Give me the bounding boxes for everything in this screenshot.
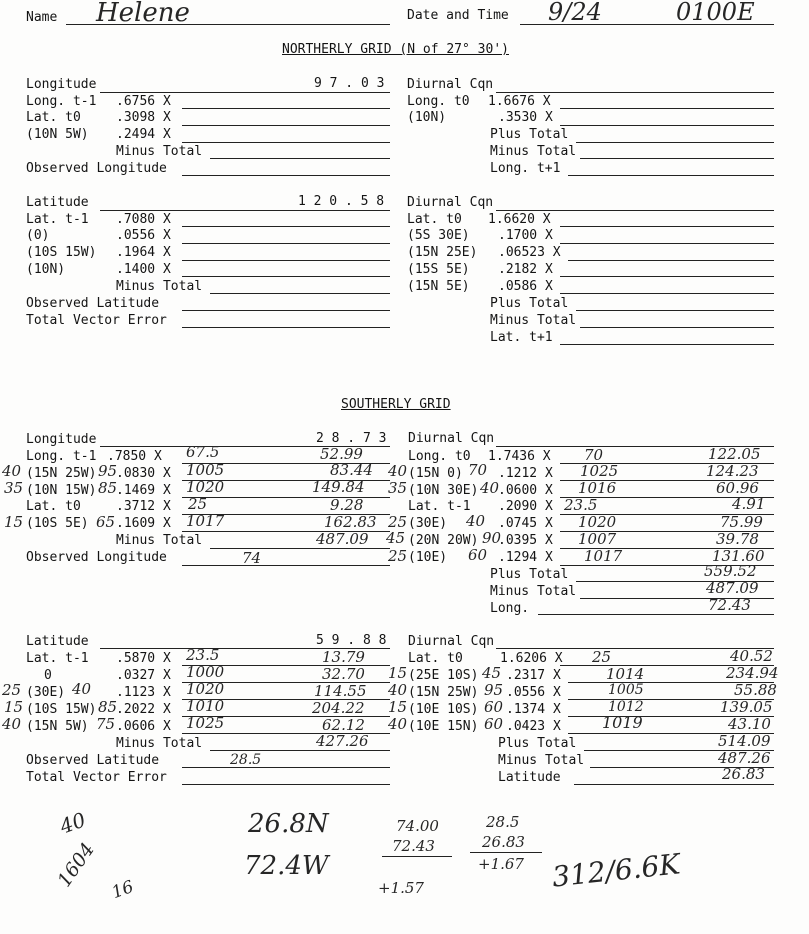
s-lon-row-pre2: 95 xyxy=(98,462,118,480)
s-lon-row-hw2[interactable]: 52.99 xyxy=(320,445,363,463)
s-lat-row-pre: 25 xyxy=(2,681,22,699)
s-lon-row-hw1[interactable]: 1005 xyxy=(186,461,225,479)
note-corner-a: 40 xyxy=(56,807,89,839)
n-lat-diurnal-next: Lat. t+1 xyxy=(490,330,553,345)
s-lon-observed: Observed Longitude xyxy=(26,550,167,565)
s-lat-row-hw1[interactable]: 1020 xyxy=(186,680,225,698)
s-lat-diurnal-header: Diurnal Cqn xyxy=(408,634,495,649)
s-lat-diurnal-row-coef: .2317 X xyxy=(506,668,561,683)
n-lat-row-label: (10S 15W) xyxy=(26,245,97,260)
s-lat-row-hw1[interactable]: 1000 xyxy=(186,663,225,681)
n-lat-diurnal-header: Diurnal Cqn xyxy=(407,195,494,210)
n-lat-diurnal-row-coef: .06523 X xyxy=(498,245,561,260)
s-lat-observed-line[interactable] xyxy=(182,767,390,768)
s-lat-diurnal-row-pre2: 45 xyxy=(482,664,502,682)
s-lat-row-label: (10S 15W) xyxy=(26,702,97,717)
s-lon-diurnal-row-pre2: 70 xyxy=(468,461,488,479)
n-lat-diurnal-plus-total-line[interactable] xyxy=(576,310,774,311)
s-lat-diurnal-row-hw2[interactable]: 139.05 xyxy=(720,698,773,716)
s-lon-diurnal-row-hw1[interactable]: 1017 xyxy=(584,547,623,565)
s-lat-header: Latitude xyxy=(26,634,89,649)
s-lat-minus-total-line[interactable] xyxy=(210,750,390,751)
s-lat-observed: Observed Latitude xyxy=(26,753,160,768)
s-lat-diurnal-row-pre: 15 xyxy=(388,698,408,716)
s-lat-diurnal-row-coef: .1374 X xyxy=(506,702,561,717)
s-lat-diurnal-row-coef: 1.6206 X xyxy=(500,651,563,666)
s-lon-row-label: Long. t-1 xyxy=(26,449,97,464)
s-lat-diurnal-next-hw[interactable]: 26.83 xyxy=(722,765,765,783)
note-corner-b: 1604 xyxy=(53,838,100,892)
s-lon-diurnal-row-pre2: 60 xyxy=(468,546,488,564)
s-lon-observed-line[interactable] xyxy=(182,565,390,566)
n-lat-row-line[interactable] xyxy=(182,260,390,261)
s-lat-row-hw2[interactable]: 62.12 xyxy=(322,716,365,734)
n-lon-diurnal-header-line xyxy=(496,92,774,93)
note-calc-a-rule xyxy=(382,856,452,857)
note-calc-b-mid: 26.83 xyxy=(482,833,525,851)
s-lon-diurnal-row-hw2[interactable]: 122.05 xyxy=(708,445,761,463)
s-lon-diurnal-row-label: (10N 30E) xyxy=(408,483,479,498)
n-lat-observed-line[interactable] xyxy=(182,310,390,311)
s-lon-diurnal-row-hw2[interactable]: 60.96 xyxy=(716,479,759,497)
s-lat-diurnal-row-pre2: 60 xyxy=(484,715,504,733)
name-label: Name xyxy=(26,10,58,25)
s-lat-row-label: (15N 5W) xyxy=(26,719,89,734)
s-lat-diurnal-plus-total-hw[interactable]: 514.09 xyxy=(718,732,771,750)
s-lon-minus-total: Minus Total xyxy=(116,533,203,548)
s-lat-diurnal-row-hw1[interactable]: 1005 xyxy=(608,682,644,698)
s-lon-diurnal-row-pre2: 40 xyxy=(466,512,486,530)
s-lon-diurnal-row-label: (15N 0) xyxy=(408,466,463,481)
s-lon-diurnal-row-coef: .0600 X xyxy=(498,483,553,498)
n-lat-diurnal-plus-total: Plus Total xyxy=(490,296,569,311)
s-lon-row-hw2[interactable]: 162.83 xyxy=(324,513,377,531)
s-lon-diurnal-next-line[interactable] xyxy=(538,614,774,615)
s-lat-diurnal-row-label: (10E 10S) xyxy=(408,702,479,717)
s-lon-diurnal-row-hw2[interactable]: 39.78 xyxy=(716,530,759,548)
s-lon-diurnal-row-label: Lat. t-1 xyxy=(408,499,471,514)
n-lon-header: Longitude xyxy=(26,77,97,92)
s-lat-tve-line[interactable] xyxy=(182,784,390,785)
n-lat-diurnal-row-line[interactable] xyxy=(560,243,774,244)
note-corner-c: 16 xyxy=(109,876,137,904)
s-lon-row-hw2[interactable]: 149.84 xyxy=(312,478,365,496)
s-lon-diurnal-row-coef: .1212 X xyxy=(498,466,553,481)
s-lat-diurnal-plus-total: Plus Total xyxy=(498,736,577,751)
s-lon-diurnal-row-coef: .1294 X xyxy=(498,550,553,565)
s-lat-observed-hw[interactable]: 28.5 xyxy=(230,752,262,768)
n-lat-tve-line[interactable] xyxy=(182,327,390,328)
n-lon-diurnal-next: Long. t+1 xyxy=(490,161,561,176)
s-lat-diurnal-next: Latitude xyxy=(498,770,561,785)
s-lat-diurnal-row-hw1[interactable]: 25 xyxy=(592,648,612,666)
n-lon-row-coef: .3098 X xyxy=(116,110,171,125)
s-lon-row-hw1[interactable]: 1017 xyxy=(186,512,225,530)
note-calc-a-mid: 72.43 xyxy=(392,837,435,855)
s-lon-observed-hw[interactable]: 74 xyxy=(242,549,262,567)
s-lat-row-pre: 40 xyxy=(2,715,22,733)
southerly-grid-title: SOUTHERLY GRID xyxy=(341,397,451,412)
s-lon-diurnal-minus-total-hw[interactable]: 487.09 xyxy=(706,579,759,597)
s-lat-row-hw2[interactable]: 114.55 xyxy=(314,682,367,700)
s-lat-diurnal-row-label: (10E 15N) xyxy=(408,719,479,734)
note-calc-b-bot: +1.67 xyxy=(478,855,524,873)
n-lat-row-coef: .1400 X xyxy=(116,262,171,277)
s-lon-diurnal-row-pre: 35 xyxy=(388,479,408,497)
s-lat-diurnal-row-pre: 15 xyxy=(388,664,408,682)
s-lon-minus-total-hw[interactable]: 487.09 xyxy=(316,530,369,548)
n-lat-diurnal-row-label: Lat. t0 xyxy=(407,212,462,227)
s-lat-value: 5 9 . 8 8 xyxy=(316,633,387,648)
n-lat-diurnal-row-line[interactable] xyxy=(568,260,774,261)
n-lon-diurnal-header: Diurnal Cqn xyxy=(407,77,494,92)
s-lat-diurnal-row-hw2[interactable]: 40.52 xyxy=(730,647,773,665)
s-lat-diurnal-row-label: Lat. t0 xyxy=(408,651,463,666)
s-lat-diurnal-row-coef: .0423 X xyxy=(506,719,561,734)
s-lon-diurnal-row-hw2[interactable]: 75.99 xyxy=(720,513,763,531)
s-lon-diurnal-plus-total-hw[interactable]: 559.52 xyxy=(704,562,757,580)
s-lon-row-pre: 35 xyxy=(4,479,24,497)
s-lon-diurnal-row-hw1[interactable]: 1020 xyxy=(578,513,617,531)
n-lon-diurnal-plus-total: Plus Total xyxy=(490,127,569,142)
n-lon-row-coef: .6756 X xyxy=(116,94,171,109)
s-lat-diurnal-row-hw2[interactable]: 234.94 xyxy=(726,664,779,682)
s-lat-row-label: (30E) xyxy=(26,685,66,700)
n-lon-diurnal-minus-total: Minus Total xyxy=(490,144,577,159)
s-lon-diurnal-row-hw2[interactable]: 131.60 xyxy=(712,547,765,565)
s-lon-row-hw1[interactable]: 67.5 xyxy=(186,443,220,461)
s-lon-row-coef: .7850 X xyxy=(107,449,162,464)
s-lon-row-coef: .3712 X xyxy=(116,499,171,514)
s-lon-diurnal-minus-total: Minus Total xyxy=(490,584,577,599)
s-lat-diurnal-row-hw2[interactable]: 43.10 xyxy=(728,715,771,733)
n-lon-diurnal-row-label: (10N) xyxy=(407,110,447,125)
n-lon-row-line[interactable] xyxy=(182,142,390,143)
s-lon-diurnal-row-label: (30E) xyxy=(408,516,448,531)
note-calc-b-rule xyxy=(470,852,542,853)
s-lon-diurnal-row-coef: 1.7436 X xyxy=(488,449,551,464)
s-lon-diurnal-row-label: Long. t0 xyxy=(408,449,471,464)
s-lat-row-hw1[interactable]: 1010 xyxy=(186,697,225,715)
n-lat-diurnal-next-line[interactable] xyxy=(560,344,774,345)
n-lat-diurnal-row-label: (15N 25E) xyxy=(407,245,478,260)
s-lon-diurnal-next: Long. xyxy=(490,601,530,616)
s-lon-diurnal-row-hw1[interactable]: 23.5 xyxy=(564,496,598,514)
n-lon-diurnal-row-coef: 1.6676 X xyxy=(488,94,551,109)
n-lon-row-label: Lat. t0 xyxy=(26,110,81,125)
s-lon-diurnal-row-hw1[interactable]: 1016 xyxy=(578,479,617,497)
s-lat-row-pre2: 75 xyxy=(96,715,116,733)
s-lat-row-coef: .1123 X xyxy=(116,685,171,700)
n-lat-diurnal-row-coef: .1700 X xyxy=(498,228,553,243)
s-lat-diurnal-minus-total: Minus Total xyxy=(498,753,585,768)
s-lon-diurnal-row-pre: 25 xyxy=(388,513,408,531)
n-lon-diurnal-row-line[interactable] xyxy=(560,125,774,126)
s-lon-row-coef: .0830 X xyxy=(116,466,171,481)
n-lon-diurnal-row-coef: .3530 X xyxy=(498,110,553,125)
s-lon-row-pre2: 65 xyxy=(96,513,116,531)
n-lat-minus-total: Minus Total xyxy=(116,279,203,294)
n-lon-diurnal-minus-total-line[interactable] xyxy=(580,158,774,159)
s-lon-diurnal-row-hw2[interactable]: 4.91 xyxy=(732,495,766,513)
n-lon-minus-total: Minus Total xyxy=(116,144,203,159)
date-value[interactable]: 9/24 xyxy=(548,0,602,26)
s-lat-diurnal-row-pre: 40 xyxy=(388,681,408,699)
s-lat-row-pre2: 40 xyxy=(72,680,92,698)
s-lon-diurnal-row-label: (10E) xyxy=(408,550,448,565)
n-lon-row-label: (10N 5W) xyxy=(26,127,89,142)
s-lon-row-label: (10N 15W) xyxy=(26,483,97,498)
s-lon-diurnal-row-label: (20N 20W) xyxy=(408,533,479,548)
s-lat-minus-total: Minus Total xyxy=(116,736,203,751)
s-lon-header: Longitude xyxy=(26,432,97,447)
s-lat-row-coef: .2022 X xyxy=(116,702,171,717)
n-lat-row-line[interactable] xyxy=(182,243,390,244)
n-lat-value: 1 2 0 . 5 8 xyxy=(298,194,385,209)
s-lat-minus-total-hw[interactable]: 427.26 xyxy=(316,732,369,750)
n-lon-minus-total-line[interactable] xyxy=(210,158,390,159)
n-lon-diurnal-next-line[interactable] xyxy=(568,175,774,176)
n-lat-diurnal-row-line[interactable] xyxy=(560,293,774,294)
n-lat-row-label: (0) xyxy=(26,228,50,243)
note-lon-result: 72.4W xyxy=(244,851,329,881)
s-lon-diurnal-row-coef: .2090 X xyxy=(498,499,553,514)
n-lon-diurnal-plus-total-line[interactable] xyxy=(576,142,774,143)
s-lon-row-coef: .1609 X xyxy=(116,516,171,531)
s-lon-minus-total-line[interactable] xyxy=(210,548,390,549)
s-lon-diurnal-row-hw1[interactable]: 70 xyxy=(584,446,604,464)
note-calc-b-top: 28.5 xyxy=(486,813,520,831)
n-lat-row-label: (10N) xyxy=(26,262,66,277)
s-lat-diurnal-row-label: (25E 10S) xyxy=(408,668,479,683)
n-lon-header-line xyxy=(100,92,390,93)
s-lat-diurnal-row-hw2[interactable]: 55.88 xyxy=(734,681,777,699)
n-lat-header-line xyxy=(100,210,390,211)
n-lat-row-coef: .7080 X xyxy=(116,212,171,227)
n-lon-value: 9 7 . 0 3 xyxy=(314,76,385,91)
s-lon-row-label: (10S 5E) xyxy=(26,516,89,531)
date-label: Date and Time xyxy=(407,8,509,23)
time-value[interactable]: 0100E xyxy=(676,0,755,26)
s-lat-row-pre: 15 xyxy=(4,698,24,716)
s-lat-diurnal-row-pre: 40 xyxy=(388,715,408,733)
s-lon-row-hw1[interactable]: 1020 xyxy=(186,478,225,496)
n-lat-diurnal-row-label: (15N 5E) xyxy=(407,279,470,294)
s-lat-diurnal-row-hw1[interactable]: 1012 xyxy=(608,699,644,715)
s-lat-diurnal-row-hw1[interactable]: 1014 xyxy=(606,665,645,683)
n-lat-tve: Total Vector Error xyxy=(26,313,167,328)
s-lat-tve: Total Vector Error xyxy=(26,770,167,785)
n-lat-row-line[interactable] xyxy=(182,226,390,227)
s-lon-row-hw1[interactable]: 25 xyxy=(188,495,208,513)
n-lon-observed: Observed Longitude xyxy=(26,161,167,176)
s-lat-row-coef: .0606 X xyxy=(116,719,171,734)
s-lon-row-pre: 40 xyxy=(2,462,22,480)
s-lon-diurnal-row-pre: 40 xyxy=(388,462,408,480)
n-lon-observed-line[interactable] xyxy=(182,175,390,176)
n-lat-header: Latitude xyxy=(26,195,89,210)
n-lat-diurnal-row-label: (15S 5E) xyxy=(407,262,470,277)
n-lon-row-line[interactable] xyxy=(182,125,390,126)
s-lat-row-label: 0 xyxy=(44,668,52,683)
s-lon-row-hw2[interactable]: 9.28 xyxy=(330,496,364,514)
n-lat-diurnal-row-coef: .2182 X xyxy=(498,262,553,277)
s-lon-diurnal-header: Diurnal Cqn xyxy=(408,431,495,446)
n-lon-row-label: Long. t-1 xyxy=(26,94,97,109)
note-lat-result: 26.8N xyxy=(248,809,329,839)
s-lat-diurnal-next-line[interactable] xyxy=(574,784,774,785)
s-lon-diurnal-row-pre: 45 xyxy=(386,529,406,547)
s-lat-diurnal-row-label: (15N 25W) xyxy=(408,685,479,700)
s-lat-row-hw1[interactable]: 23.5 xyxy=(186,646,220,664)
s-lat-row-coef: .5870 X xyxy=(116,651,171,666)
n-lat-observed: Observed Latitude xyxy=(26,296,160,311)
n-lon-row-line[interactable] xyxy=(182,108,390,109)
n-lat-row-label: Lat. t-1 xyxy=(26,212,89,227)
s-lon-diurnal-row-hw2[interactable]: 124.23 xyxy=(706,462,759,480)
s-lon-diurnal-row-hw1[interactable]: 1025 xyxy=(580,462,619,480)
n-lat-diurnal-minus-total: Minus Total xyxy=(490,313,577,328)
s-lat-row-pre2: 85 xyxy=(98,698,118,716)
s-lon-row-label: Lat. t0 xyxy=(26,499,81,514)
n-lat-minus-total-line[interactable] xyxy=(210,293,390,294)
s-lat-diurnal-row-hw1[interactable]: 1019 xyxy=(602,713,643,732)
note-signature: 312/6.6K xyxy=(550,847,682,894)
s-lon-row-label: (15N 25W) xyxy=(26,466,97,481)
s-lat-diurnal-row-pre2: 60 xyxy=(484,698,504,716)
n-lat-diurnal-row-line[interactable] xyxy=(560,226,774,227)
name-value[interactable]: Helene xyxy=(96,0,190,28)
s-lat-diurnal-minus-total-hw[interactable]: 487.26 xyxy=(718,749,771,767)
s-lon-diurnal-row-pre2: 90 xyxy=(482,529,502,547)
n-lat-diurnal-row-label: (5S 30E) xyxy=(407,228,470,243)
s-lat-row-coef: .0327 X xyxy=(116,668,171,683)
s-lat-row-hw1[interactable]: 1025 xyxy=(186,714,225,732)
s-lon-diurnal-row-coef: .0395 X xyxy=(498,533,553,548)
s-lon-diurnal-plus-total: Plus Total xyxy=(490,567,569,582)
s-lat-diurnal-row-pre2: 95 xyxy=(484,681,504,699)
n-lon-diurnal-row-label: Long. t0 xyxy=(407,94,470,109)
s-lon-diurnal-row-pre2: 40 xyxy=(480,479,500,497)
n-lon-diurnal-row-line[interactable] xyxy=(560,108,774,109)
n-lat-diurnal-minus-total-line[interactable] xyxy=(580,327,774,328)
note-calc-a-top: 74.00 xyxy=(396,817,439,835)
s-lon-row-pre2: 85 xyxy=(98,479,118,497)
s-lat-row-label: Lat. t-1 xyxy=(26,651,89,666)
n-lat-row-coef: .1964 X xyxy=(116,245,171,260)
s-lon-row-hw2[interactable]: 83.44 xyxy=(330,461,373,479)
n-lat-diurnal-header-line xyxy=(496,210,774,211)
n-lon-row-coef: .2494 X xyxy=(116,127,171,142)
n-lat-row-line[interactable] xyxy=(182,276,390,277)
n-lat-row-coef: .0556 X xyxy=(116,228,171,243)
s-lon-diurnal-row-pre: 25 xyxy=(388,547,408,565)
n-lat-diurnal-row-coef: .0586 X xyxy=(498,279,553,294)
s-lon-diurnal-row-hw1[interactable]: 1007 xyxy=(578,530,617,548)
s-lon-row-coef: .1469 X xyxy=(116,483,171,498)
s-lat-row-hw2[interactable]: 204.22 xyxy=(312,699,365,717)
n-lat-diurnal-row-coef: 1.6620 X xyxy=(488,212,551,227)
s-lat-row-hw2[interactable]: 13.79 xyxy=(322,648,365,666)
s-lon-diurnal-row-coef: .0745 X xyxy=(498,516,553,531)
note-calc-a-bot: +1.57 xyxy=(378,879,424,897)
n-lat-diurnal-row-line[interactable] xyxy=(560,276,774,277)
s-lon-value: 2 8 . 7 3 xyxy=(316,431,387,446)
s-lat-diurnal-row-coef: .0556 X xyxy=(506,685,561,700)
s-lat-row-hw2[interactable]: 32.70 xyxy=(322,665,365,683)
northerly-grid-title: NORTHERLY GRID (N of 27° 30') xyxy=(282,42,509,57)
s-lon-diurnal-next-hw[interactable]: 72.43 xyxy=(708,596,751,614)
s-lon-row-pre: 15 xyxy=(4,513,24,531)
